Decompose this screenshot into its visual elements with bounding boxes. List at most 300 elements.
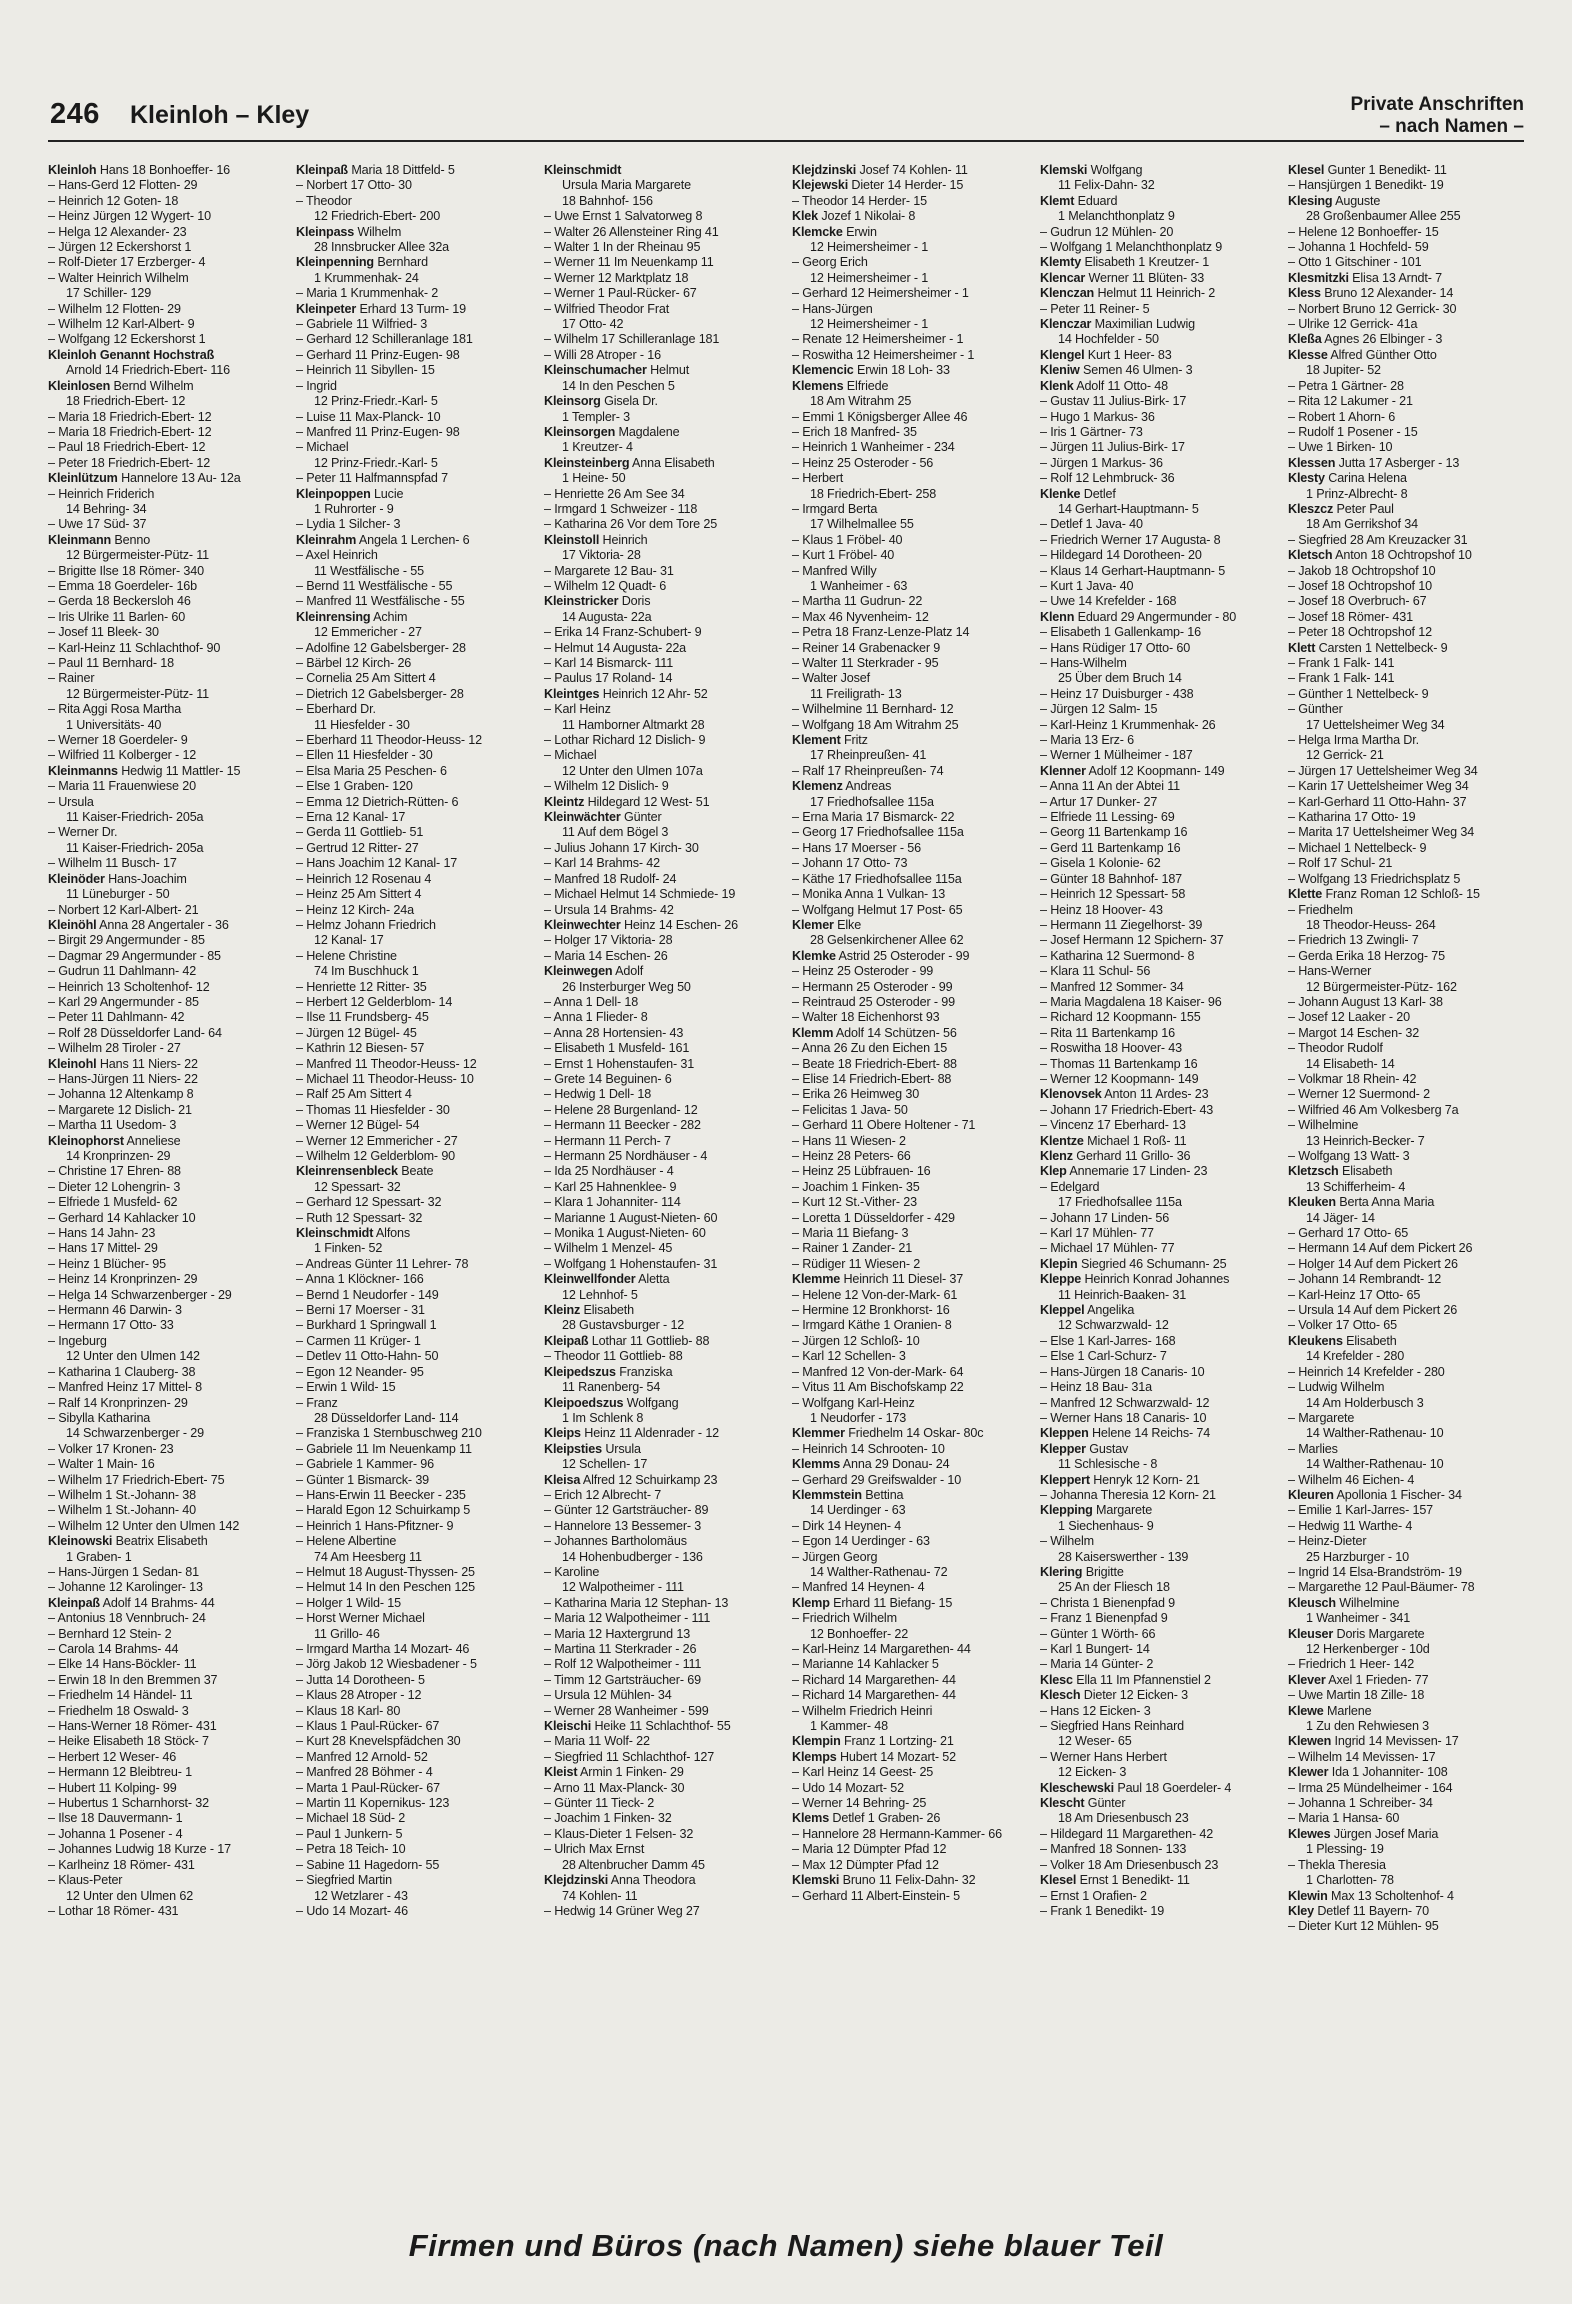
surname: Klewer — [1288, 1765, 1329, 1780]
address-continuation — [544, 1318, 780, 1333]
entry-text: Magdalene — [615, 424, 680, 439]
directory-entry — [1288, 903, 1524, 918]
entry-text: – Georg 11 Bartenkamp 16 — [1040, 825, 1188, 840]
surname-entry — [544, 1473, 780, 1488]
entry-text: – Luise 11 Max-Planck- 10 — [296, 409, 441, 424]
directory-entry — [1288, 1303, 1524, 1318]
surname-entry — [1288, 163, 1524, 178]
surname-entry — [1040, 1272, 1276, 1287]
entry-text: – Detlev 11 Otto-Hahn- 50 — [296, 1349, 439, 1364]
entry-text: – Vincenz 17 Eberhard- 13 — [1040, 1118, 1186, 1133]
directory-entry — [48, 1750, 284, 1765]
entry-text: Ingrid 14 Mevissen- 17 — [1331, 1734, 1459, 1749]
directory-entry — [1288, 410, 1524, 425]
surname-entry — [296, 533, 532, 548]
directory-entry — [792, 456, 1028, 471]
entry-text: – Roswitha 12 Heimersheimer - 1 — [792, 347, 975, 362]
surname-entry — [544, 964, 780, 979]
address-continuation — [48, 810, 284, 825]
address-continuation — [1288, 1457, 1524, 1472]
entry-text: 1 Finken- 52 — [314, 1241, 383, 1256]
directory-entry — [296, 1858, 532, 1873]
entry-text: – Antonius 18 Vennbruch- 24 — [48, 1611, 206, 1626]
directory-entry — [48, 440, 284, 455]
entry-text: – Horst Werner Michael — [296, 1611, 425, 1626]
directory-entry — [1288, 610, 1524, 625]
surname-entry — [1288, 1734, 1524, 1749]
entry-text: – Hildegard 14 Dorotheen- 20 — [1040, 548, 1202, 563]
directory-entry — [792, 887, 1028, 902]
surname: Klempin — [792, 1734, 841, 1749]
entry-text: – Rüdiger 11 Wiesen- 2 — [792, 1256, 921, 1271]
entry-text: – Gudrun 12 Mühlen- 20 — [1040, 224, 1174, 239]
directory-entry — [792, 1611, 1028, 1626]
entry-text: – Gerd 11 Bartenkamp 16 — [1040, 840, 1181, 855]
entry-text: – Ralf 17 Rheinpreußen- 74 — [792, 763, 944, 778]
entry-text: – Elke 14 Hans-Böckler- 11 — [48, 1657, 197, 1672]
directory-entry — [1040, 1226, 1276, 1241]
entry-text: – Josef 18 Römer- 431 — [1288, 609, 1413, 624]
entry-text: 13 Schifferheim- 4 — [1306, 1179, 1406, 1194]
entry-text: – Andreas Günter 11 Lehrer- 78 — [296, 1256, 469, 1271]
entry-text: – Henriette 12 Ritter- 35 — [296, 979, 427, 994]
directory-entry — [544, 1149, 780, 1164]
entry-text: – Heinz 17 Duisburger - 438 — [1040, 686, 1194, 701]
entry-text: 11 Schlesische - 8 — [1058, 1457, 1158, 1472]
entry-text: – Egon 14 Uerdinger - 63 — [792, 1534, 930, 1549]
entry-text: Heinrich 11 Diesel- 37 — [840, 1272, 964, 1287]
directory-entry — [544, 1503, 780, 1518]
directory-entry — [544, 656, 780, 671]
surname: Kleinohl — [48, 1056, 97, 1071]
surname: Kleniw — [1040, 363, 1080, 378]
directory-entry — [1040, 1026, 1276, 1041]
surname-entry — [1040, 1796, 1276, 1811]
directory-entry — [48, 410, 284, 425]
entry-text: – Hugo 1 Markus- 36 — [1040, 409, 1155, 424]
entry-text: Friedhelm 14 Oskar- 80c — [844, 1426, 984, 1441]
entry-text: – Frank 1 Falk- 141 — [1288, 656, 1395, 670]
directory-entry — [1040, 579, 1276, 594]
address-continuation — [296, 1627, 532, 1642]
surname: Kleipsties — [544, 1441, 602, 1456]
entry-text: – Irmgard Martha 14 Mozart- 46 — [296, 1642, 470, 1656]
surname: Klenner — [1040, 763, 1086, 778]
entry-text: – Lothar Richard 12 Dislich- 9 — [544, 733, 706, 748]
entry-text: – Otto 1 Gitschiner - 101 — [1288, 255, 1422, 270]
directory-entry — [296, 1057, 532, 1072]
entry-text: 1 Melanchthonplatz 9 — [1058, 209, 1175, 224]
entry-text: 25 Über dem Bruch 14 — [1058, 671, 1182, 686]
entry-text: – Ruth 12 Spessart- 32 — [296, 1210, 423, 1225]
surname-entry — [1288, 887, 1524, 902]
surname-entry — [544, 394, 780, 409]
directory-entry — [792, 1827, 1028, 1842]
directory-entry — [296, 1503, 532, 1518]
surname-entry — [296, 225, 532, 240]
entry-text: Beatrix Elisabeth — [112, 1534, 208, 1549]
entry-text: – Else 1 Graben- 120 — [296, 779, 413, 794]
entry-text: – Maria 1 Krummenhak- 2 — [296, 286, 439, 301]
directory-entry — [1040, 1750, 1276, 1765]
address-continuation — [1288, 1057, 1524, 1072]
entry-text: 12 Friedrich-Ebert- 200 — [314, 209, 441, 224]
surname: Kleintges — [544, 686, 600, 701]
address-continuation — [296, 1550, 532, 1565]
address-continuation — [1040, 332, 1276, 347]
directory-entry — [1288, 856, 1524, 871]
entry-text: – Werner 11 Im Neuenkamp 11 — [544, 255, 714, 270]
entry-text: – Felicitas 1 Java- 50 — [792, 1102, 908, 1117]
directory-entry — [48, 625, 284, 640]
entry-text: – Hermann 25 Nordhäuser - 4 — [544, 1149, 708, 1163]
entry-text: 11 Felix-Dahn- 32 — [1058, 178, 1155, 193]
entry-text: – Heinz 25 Osteroder - 56 — [792, 455, 934, 470]
directory-entry — [1040, 533, 1276, 548]
entry-text: 14 In den Peschen 5 — [562, 378, 675, 393]
entry-text: 74 Kohlen- 11 — [562, 1888, 638, 1903]
entry-text: – Elfriede 11 Lessing- 69 — [1040, 810, 1175, 825]
entry-text: 17 Wilhelmallee 55 — [810, 517, 914, 532]
entry-text: – Martha 11 Usedom- 3 — [48, 1118, 177, 1133]
entry-text: – Werner 28 Wanheimer - 599 — [544, 1703, 709, 1718]
entry-text: 14 Gerhart-Hauptmann- 5 — [1058, 501, 1199, 516]
directory-entry — [792, 1211, 1028, 1226]
surname-entry — [1040, 1442, 1276, 1457]
directory-entry — [1040, 1642, 1276, 1657]
surname: Kleuren — [1288, 1487, 1334, 1502]
address-continuation — [48, 1550, 284, 1565]
directory-entry — [48, 1627, 284, 1642]
entry-text: – Loretta 1 Düsseldorfer - 429 — [792, 1210, 955, 1225]
surname: Kleist — [544, 1765, 578, 1780]
address-continuation — [544, 764, 780, 779]
entry-text: – Wilhelm 14 Mevissen- 17 — [1288, 1749, 1436, 1764]
address-continuation — [1040, 1288, 1276, 1303]
address-continuation — [544, 379, 780, 394]
entry-text: Heike 11 Schlachthof- 55 — [591, 1719, 731, 1734]
directory-entry — [48, 1673, 284, 1688]
entry-text: – Wolfgang 12 Eckershorst 1 — [48, 332, 206, 347]
surname: Klemty — [1040, 255, 1082, 270]
entry-text: – Dirk 14 Heynen- 4 — [792, 1518, 902, 1533]
entry-text: – Werner Hans 18 Canaris- 10 — [1040, 1410, 1207, 1425]
address-continuation — [1288, 918, 1524, 933]
entry-text: – Gabriele 1 Kammer- 96 — [296, 1457, 434, 1472]
entry-text: 12 Lehnhof- 5 — [562, 1287, 638, 1302]
directory-entry — [544, 748, 780, 763]
address-continuation — [1040, 502, 1276, 517]
entry-text: 14 Elisabeth- 14 — [1306, 1056, 1395, 1071]
directory-entry — [1040, 394, 1276, 409]
entry-text: 1 Wanheimer - 63 — [810, 578, 908, 593]
directory-entry — [1040, 302, 1276, 317]
entry-text: 14 Behring- 34 — [66, 501, 147, 516]
surname: Kleinlützum — [48, 471, 118, 486]
entry-text: – Holger 1 Wild- 15 — [296, 1595, 401, 1610]
surname: Klewe — [1288, 1703, 1324, 1718]
directory-entry — [544, 1627, 780, 1642]
directory-entry — [48, 1811, 284, 1826]
directory-entry — [1040, 995, 1276, 1010]
entry-text: – Wilhelm 12 Flotten- 29 — [48, 301, 181, 316]
entry-text: – Hedwig 14 Grüner Weg 27 — [544, 1903, 700, 1918]
directory-entry — [1288, 594, 1524, 609]
entry-text: – Erna Maria 17 Bismarck- 22 — [792, 810, 955, 825]
entry-text: 12 Heimersheimer - 1 — [810, 240, 929, 255]
entry-text: – Friedhelm — [1288, 902, 1353, 917]
directory-entry — [792, 1519, 1028, 1534]
surname-entry — [1040, 255, 1276, 270]
entry-text: – Wolfgang 1 Hohenstaufen- 31 — [544, 1256, 718, 1271]
entry-text: – Wilfried 46 Am Volkesberg 7a — [1288, 1102, 1459, 1117]
directory-entry — [48, 1842, 284, 1857]
surname: Klemski — [1040, 163, 1088, 177]
directory-entry — [1288, 1318, 1524, 1333]
entry-text: – Volker 17 Kronen- 23 — [48, 1441, 174, 1456]
address-continuation — [296, 456, 532, 471]
entry-text: – Dietrich 12 Gabelsberger- 28 — [296, 686, 464, 701]
address-continuation — [1288, 1211, 1524, 1226]
surname: Kleinwegen — [544, 964, 613, 979]
directory-entry — [48, 1657, 284, 1672]
surname-entry — [48, 1596, 284, 1611]
directory-entry — [1040, 1904, 1276, 1919]
directory-entry — [1040, 702, 1276, 717]
directory-entry — [1288, 795, 1524, 810]
directory-entry — [544, 671, 780, 686]
entry-text: – Wilhelm 12 Gelderblom- 90 — [296, 1149, 456, 1163]
entry-text: – Hans-Werner 18 Römer- 431 — [48, 1719, 217, 1734]
directory-entry — [296, 1473, 532, 1488]
directory-entry — [544, 1226, 780, 1241]
surname-entry — [1040, 1134, 1276, 1149]
entry-text: – Gerhard 14 Kahlacker 10 — [48, 1210, 196, 1225]
directory-entry — [1040, 887, 1276, 902]
entry-text: 1 Charlotten- 78 — [1306, 1873, 1394, 1888]
entry-text: – Irmgard 1 Schweizer - 118 — [544, 501, 698, 516]
surname-entry — [792, 1596, 1028, 1611]
entry-text: – Walter 26 Allensteiner Ring 41 — [544, 224, 719, 239]
surname: Kleinpeter — [296, 301, 357, 316]
directory-entry — [792, 764, 1028, 779]
directory-entry — [296, 887, 532, 902]
directory-entry — [48, 1257, 284, 1272]
entry-text: – Günther — [1288, 702, 1343, 717]
address-continuation — [1040, 1195, 1276, 1210]
surname: Klemm — [792, 1025, 834, 1040]
entry-text: – Hermann 14 Auf dem Pickert 26 — [1288, 1241, 1473, 1256]
address-continuation — [48, 1426, 284, 1441]
entry-text: Alfred Günther Otto — [1327, 347, 1437, 362]
entry-text: 1 Siechenhaus- 9 — [1058, 1518, 1154, 1533]
directory-entry — [1288, 949, 1524, 964]
entry-text: 11 Kaiser-Friedrich- 205a — [66, 810, 204, 825]
entry-text: – Norbert 17 Otto- 30 — [296, 178, 412, 193]
address-continuation — [296, 964, 532, 979]
directory-entry — [296, 1750, 532, 1765]
entry-text: – Petra 18 Teich- 10 — [296, 1842, 406, 1857]
directory-entry — [296, 1596, 532, 1611]
directory-entry — [48, 1688, 284, 1703]
directory-entry — [1040, 1041, 1276, 1056]
directory-entry — [296, 733, 532, 748]
entry-text: – Anna 1 Klöckner- 166 — [296, 1272, 424, 1287]
surname: Kleinpaß — [296, 163, 348, 177]
address-continuation — [48, 1889, 284, 1904]
directory-entry — [792, 410, 1028, 425]
directory-entry — [792, 1103, 1028, 1118]
entry-text: – Erwin 1 Wild- 15 — [296, 1380, 396, 1395]
surname: Klems — [792, 1811, 830, 1826]
directory-entry — [48, 487, 284, 502]
directory-entry — [544, 225, 780, 240]
entry-text: – Joachim 1 Finken- 35 — [792, 1179, 920, 1194]
directory-entry — [544, 1241, 780, 1256]
directory-entry — [544, 856, 780, 871]
directory-entry — [1040, 718, 1276, 733]
address-continuation — [48, 687, 284, 702]
surname-entry — [1288, 332, 1524, 347]
entry-text: – Hermann 25 Osteroder - 99 — [792, 979, 953, 994]
surname: Klewes — [1288, 1826, 1331, 1841]
entry-text: – Werner 12 Bügel- 54 — [296, 1118, 420, 1133]
directory-entry — [1040, 1719, 1276, 1734]
entry-text: 18 Bahnhof- 156 — [562, 193, 653, 208]
entry-text: Elfriede — [843, 378, 889, 393]
entry-text: – Jutta 14 Dorotheen- 5 — [296, 1672, 425, 1687]
directory-entry — [296, 1534, 532, 1549]
directory-entry — [792, 1010, 1028, 1025]
directory-entry — [48, 1519, 284, 1534]
entry-text: – Josef Hermann 12 Spichern- 37 — [1040, 933, 1224, 948]
entry-text: Auguste — [1332, 193, 1381, 208]
directory-entry — [48, 1858, 284, 1873]
directory-entry — [544, 564, 780, 579]
directory-entry — [1288, 1811, 1524, 1826]
entry-text: 18 Friedrich-Ebert- 12 — [66, 394, 186, 409]
directory-entry — [792, 425, 1028, 440]
entry-text: – Ellen 11 Hiesfelder - 30 — [296, 748, 433, 763]
surname-entry — [1288, 641, 1524, 656]
entry-text: Kurt 1 Heer- 83 — [1084, 347, 1172, 362]
entry-text: – Heinz 18 Hoover- 43 — [1040, 902, 1163, 917]
entry-text: 14 Kronprinzen- 29 — [66, 1149, 171, 1163]
surname-entry — [544, 1272, 780, 1287]
entry-text: Heinrich Konrad Johannes — [1081, 1272, 1230, 1287]
entry-text: – Heinz 12 Kirch- 24a — [296, 902, 414, 917]
directory-entry — [792, 1334, 1028, 1349]
entry-text: Adolf 14 Schützen- 56 — [833, 1025, 957, 1040]
entry-text: – Rita 11 Bartenkamp 16 — [1040, 1025, 1175, 1040]
entry-text: – Johanna 12 Altenkamp 8 — [48, 1087, 194, 1102]
directory-entry — [792, 825, 1028, 840]
surname: Kleinowski — [48, 1534, 113, 1549]
entry-text: – Emilie 1 Karl-Jarres- 157 — [1288, 1503, 1434, 1518]
entry-text: – Willi 28 Atroper - 16 — [544, 347, 661, 362]
entry-text: 12 Bürgermeister-Pütz- 11 — [66, 548, 210, 563]
entry-text: – Manfred 11 Prinz-Eugen- 98 — [296, 424, 460, 439]
entry-text: – Heinrich 14 Krefelder - 280 — [1288, 1364, 1445, 1379]
entry-text: 11 Hiesfelder - 30 — [314, 717, 410, 732]
directory-entry — [792, 1149, 1028, 1164]
address-continuation — [544, 178, 780, 193]
entry-text: – Johann 17 Friedrich-Ebert- 43 — [1040, 1102, 1214, 1117]
directory-entry — [48, 1904, 284, 1919]
entry-text: – Karl-Heinz 14 Margarethen- 44 — [792, 1642, 971, 1656]
surname-entry — [792, 779, 1028, 794]
directory-entry — [792, 1704, 1028, 1719]
entry-text: – Siegfried Martin — [296, 1873, 392, 1888]
entry-text: Benno — [111, 532, 151, 547]
entry-text: – Thekla Theresia — [1288, 1857, 1386, 1872]
address-continuation — [48, 286, 284, 301]
entry-text: – Siegfried 28 Am Kreuzacker 31 — [1288, 532, 1468, 547]
address-continuation — [544, 471, 780, 486]
entry-text: – Johann August 13 Karl- 38 — [1288, 994, 1443, 1009]
entry-text: 11 Ranenberg- 54 — [562, 1380, 661, 1395]
directory-entry — [1288, 1858, 1524, 1873]
entry-text: – Elfriede 1 Musfeld- 62 — [48, 1195, 178, 1210]
directory-entry — [792, 533, 1028, 548]
directory-entry — [48, 702, 284, 717]
entry-text: Heinrich — [599, 532, 648, 547]
entry-text: Erwin — [842, 224, 877, 239]
directory-entry — [48, 271, 284, 286]
surname: Klenz — [1040, 1149, 1073, 1163]
directory-entry — [792, 1118, 1028, 1133]
entry-text: – Hans 14 Jahn- 23 — [48, 1226, 156, 1241]
entry-text: Agnes 26 Elbinger - 3 — [1321, 332, 1443, 347]
directory-entry — [296, 1565, 532, 1580]
surname: Klesty — [1288, 471, 1325, 486]
directory-entry — [1288, 825, 1524, 840]
entry-text: – Johann 17 Linden- 56 — [1040, 1210, 1170, 1225]
directory-entry — [1288, 1072, 1524, 1087]
directory-entry — [1040, 1858, 1276, 1873]
entry-text: – Manfred 12 Schwarzwald- 12 — [1040, 1395, 1210, 1410]
entry-text: – Manfred 14 Heynen- 4 — [792, 1580, 925, 1595]
entry-text: – Peter 18 Friedrich-Ebert- 12 — [48, 455, 211, 470]
directory-entry — [48, 1365, 284, 1380]
directory-entry — [544, 1103, 780, 1118]
entry-text: 12 Weser- 65 — [1058, 1734, 1132, 1749]
directory-entry — [544, 1750, 780, 1765]
address-continuation — [296, 718, 532, 733]
entry-text: Doris Margarete — [1333, 1626, 1425, 1641]
surname: Kleßa — [1288, 332, 1322, 347]
directory-entry — [296, 1334, 532, 1349]
entry-text: – Walter 11 Sterkrader - 95 — [792, 656, 939, 670]
directory-entry — [1288, 317, 1524, 332]
entry-text: – Helene 12 Bonhoeffer- 15 — [1288, 224, 1439, 239]
address-continuation — [1288, 1611, 1524, 1626]
directory-entry — [544, 841, 780, 856]
directory-entry — [1288, 564, 1524, 579]
directory-entry — [48, 1211, 284, 1226]
entry-text: – Heinz-Dieter — [1288, 1534, 1367, 1549]
directory-entry — [296, 348, 532, 363]
surname: Kleinmann — [48, 532, 112, 547]
surname: Klemt — [1040, 193, 1075, 208]
directory-entry — [296, 1365, 532, 1380]
entry-text: – Bärbel 12 Kirch- 26 — [296, 656, 412, 670]
entry-text: – Klaus-Dieter 1 Felsen- 32 — [544, 1826, 694, 1841]
entry-text: – Rolf-Dieter 17 Erzberger- 4 — [48, 255, 206, 270]
directory-entry — [792, 502, 1028, 517]
address-continuation — [792, 933, 1028, 948]
entry-text: – Maria 11 Biefang- 3 — [792, 1226, 909, 1241]
